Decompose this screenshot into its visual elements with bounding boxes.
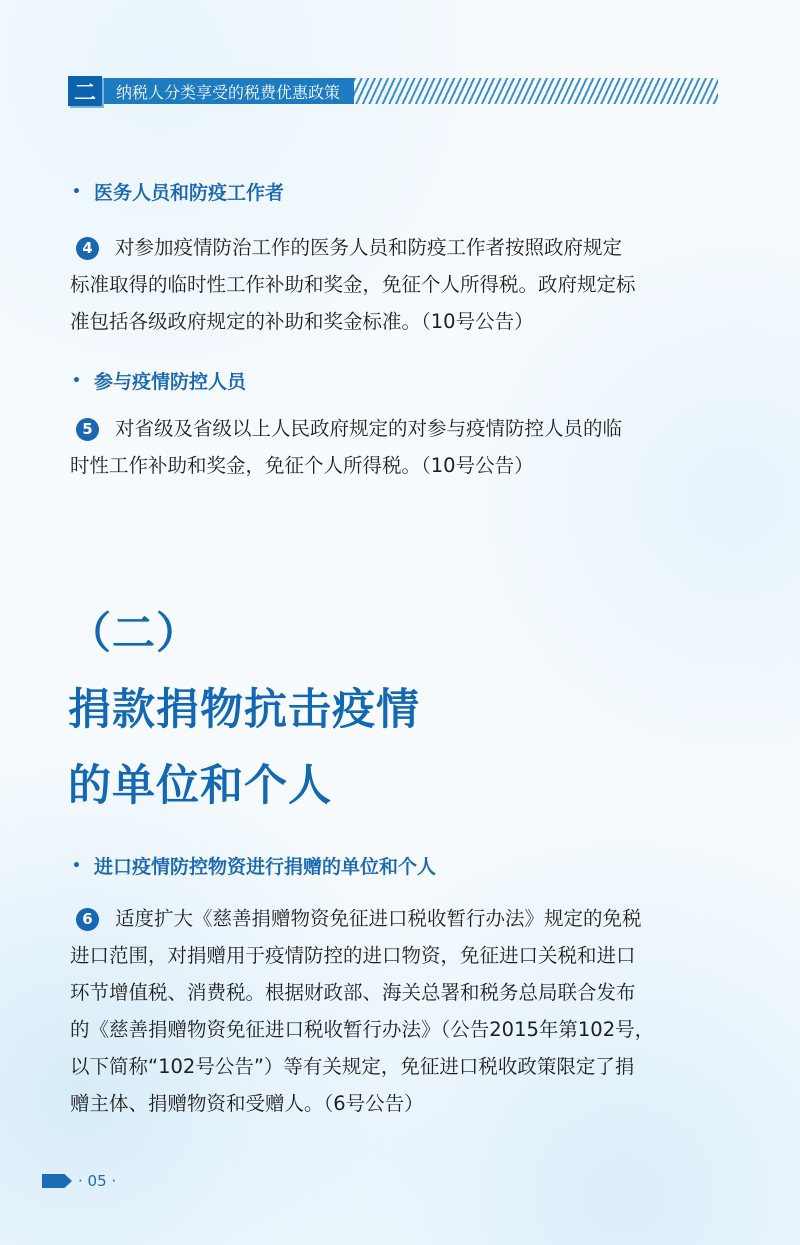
subsection-title-line2: 的单位和个人 bbox=[68, 761, 332, 811]
section-title: 纳税人分类享受的税费优惠政策 bbox=[104, 78, 354, 104]
subsection-title-line1: 捐款捐物抗击疫情 bbox=[68, 685, 420, 735]
para-line bbox=[70, 410, 720, 447]
section-stripes bbox=[354, 78, 718, 104]
number-circle-icon: 6 bbox=[76, 908, 99, 931]
number-circle-icon: 4 bbox=[76, 237, 99, 260]
para-line: 进口范围，对捐赠用于疫情防控的进口物资，免征进口关税和进口 bbox=[70, 944, 636, 967]
para-line bbox=[70, 900, 720, 937]
para-line: 的《慈善捐赠物资免征进口税收暂行办法》（公告2015年第102号， bbox=[70, 1018, 655, 1041]
para-line: 标准取得的临时性工作补助和奖金，免征个人所得税。政府规定标 bbox=[70, 273, 636, 296]
line-text: 对参加疫情防治工作的医务人员和防疫工作者按照政府规定 bbox=[115, 236, 623, 259]
para-line: 准包括各级政府规定的补助和奖金标准。（10号公告） bbox=[70, 310, 534, 333]
bullet-dot-icon: • bbox=[72, 372, 81, 389]
section-number: 二 bbox=[68, 76, 102, 106]
section-header bbox=[68, 76, 718, 106]
para-line bbox=[70, 229, 720, 266]
para-line: 赠主体、捐赠物资和受赠人。（6号公告） bbox=[70, 1092, 424, 1115]
number-circle-icon: 5 bbox=[76, 418, 99, 441]
para-line: 环节增值税、消费税。根据财政部、海关总署和税务总局联合发布 bbox=[70, 981, 636, 1004]
page-number: · 05 · bbox=[78, 1172, 117, 1190]
line-text: 适度扩大《慈善捐赠物资免征进口税收暂行办法》规定的免税 bbox=[115, 907, 642, 930]
page-footer bbox=[42, 1172, 116, 1190]
arrow-icon bbox=[42, 1174, 72, 1188]
paragraph-5 bbox=[70, 410, 720, 484]
bullet-dot-icon: • bbox=[72, 183, 81, 200]
bullet-heading-prevention bbox=[72, 367, 246, 394]
bullet-dot-icon: • bbox=[72, 857, 81, 874]
paragraph-6 bbox=[70, 900, 720, 1122]
para-line: 时性工作补助和奖金，免征个人所得税。（10号公告） bbox=[70, 454, 534, 477]
heading-text: 参与疫情防控人员 bbox=[94, 371, 247, 393]
heading-text: 进口疫情防控物资进行捐赠的单位和个人 bbox=[94, 856, 437, 878]
line-text: 对省级及省级以上人民政府规定的对参与疫情防控人员的临 bbox=[115, 417, 623, 440]
para-line: 以下简称“102号公告”）等有关规定，免征进口税收政策限定了捐 bbox=[70, 1055, 635, 1078]
heading-text: 医务人员和防疫工作者 bbox=[94, 182, 285, 204]
subsection-label: （二） bbox=[68, 609, 200, 659]
bullet-heading-import bbox=[72, 852, 436, 879]
bullet-heading-medical bbox=[72, 178, 284, 205]
paragraph-4 bbox=[70, 229, 720, 340]
